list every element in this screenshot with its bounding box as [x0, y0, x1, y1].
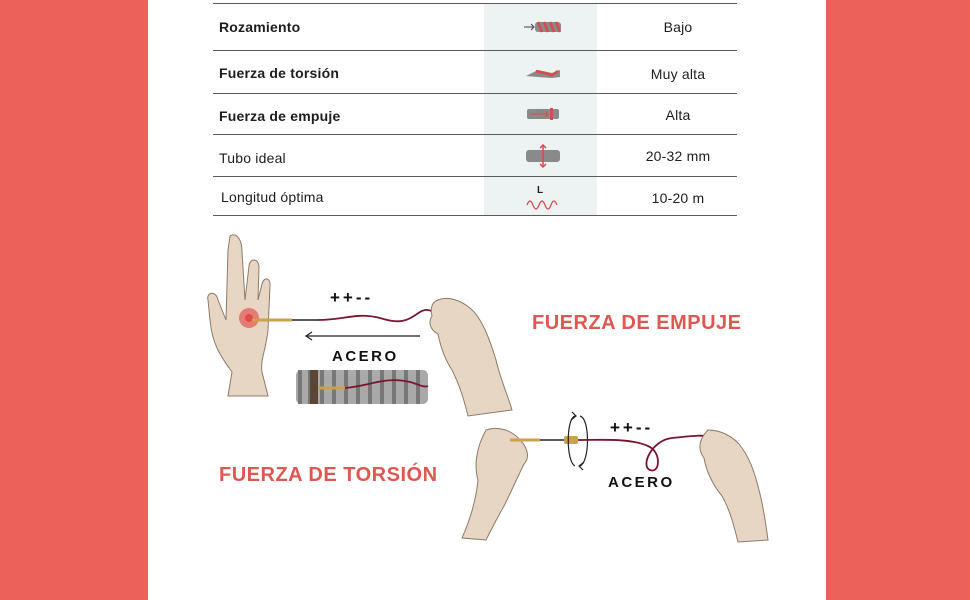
- torsion-right-hand-illustration: [700, 430, 768, 542]
- table-row-value: Muy alta: [650, 66, 706, 82]
- table-row-label: Fuerza de empuje: [219, 108, 341, 124]
- table-row-value: 20-32 mm: [645, 148, 711, 164]
- table-row-value: Bajo: [663, 19, 693, 35]
- table-row-label: Longitud óptima: [221, 189, 324, 205]
- torsion-force-title: FUERZA DE TORSIÓN: [219, 464, 438, 486]
- pulling-hand-illustration: [430, 298, 512, 416]
- polarity-signs: ++--: [330, 288, 374, 307]
- push-force-title: FUERZA DE EMPUJE: [532, 312, 742, 334]
- torsion-left-hand-illustration: [462, 428, 527, 540]
- material-label: ACERO: [608, 474, 675, 491]
- polarity-signs: ++--: [610, 418, 654, 437]
- table-row-value: 10-20 m: [651, 190, 705, 206]
- raised-hand-illustration: [208, 235, 270, 396]
- table-row-label: Tubo ideal: [219, 150, 286, 166]
- length-letter: L: [537, 185, 544, 196]
- table-row-label: Fuerza de torsión: [219, 65, 340, 81]
- table-row-label: Rozamiento: [219, 19, 301, 35]
- material-label: ACERO: [332, 348, 399, 365]
- corrugated-pipe-illustration: [296, 370, 428, 404]
- table-row-value: Alta: [665, 107, 691, 123]
